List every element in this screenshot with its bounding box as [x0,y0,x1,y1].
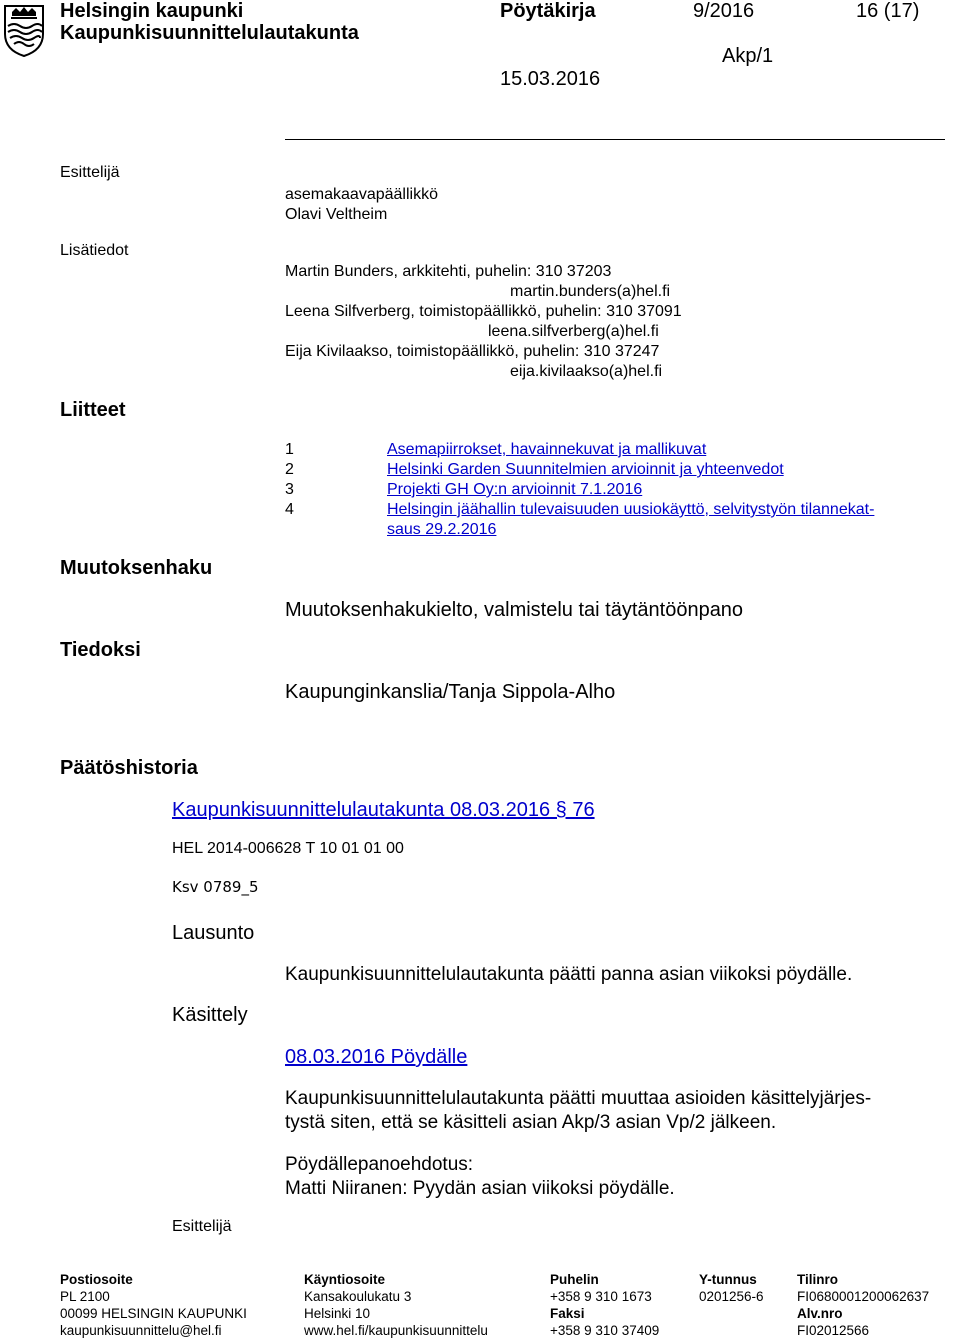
history-link[interactable]: Kaupunkisuunnittelulautakunta 08.03.2016 § 76 [172,799,595,821]
presenter-label: Esittelijä [60,164,120,181]
history-ref: HEL 2014-006628 T 10 01 01 00 [172,840,404,857]
appeal-label: Muutoksenhaku [60,557,213,579]
footer-fax-number: +358 9 310 37409 [550,1323,660,1338]
attachment-number: 4 [285,501,294,518]
header-rule [285,139,945,140]
footer-fax-label: Faksi [550,1306,585,1321]
board-name: Kaupunkisuunnittelulautakunta [60,22,359,44]
tabled-link[interactable]: 08.03.2016 Pöydälle [285,1046,468,1068]
ksv-ref: Ksv 0789_5 [172,878,259,896]
history-label: Päätöshistoria [60,757,198,779]
notice-text: Kaupunginkanslia/Tanja Sippola-Alho [285,681,616,703]
proposal-label: Pöydällepanoehdotus: [285,1154,474,1175]
presenter-name: Olavi Veltheim [285,206,388,223]
attachment-link-continued[interactable]: saus 29.2.2016 [387,521,497,538]
footer-bank [797,1271,929,1339]
footer-ytunnus-value: 0201256-6 [699,1289,764,1304]
org-name: Helsingin kaupunki [60,0,244,22]
contact-email: eija.kivilaakso(a)hel.fi [510,363,663,380]
footer-phone-label: Puhelin [550,1272,599,1287]
footer-bank-label: Tilinro [797,1272,839,1287]
info-label: Lisätiedot [60,242,129,259]
contact-line: Eija Kivilaakso, toimistopäällikkö, puhelin: 310 37247 [285,343,660,360]
appeal-text: Muutoksenhakukielto, valmistelu tai täytäntöönpano [285,599,744,621]
attachment-link[interactable]: Helsinki Garden Suunnitelmien arvioinnit ja yhteenvedot [387,461,784,478]
footer-ytunnus-label: Y-tunnus [699,1272,757,1287]
order-text-line-1: Kaupunkisuunnittelulautakunta päätti muuttaa asioiden käsittelyjärjes- [285,1088,872,1109]
footer-postal-city: 00099 HELSINGIN KAUPUNKI [60,1306,247,1321]
page-number: 16 (17) [856,0,920,22]
statement-label: Lausunto [172,922,255,944]
footer-ytunnus [699,1271,764,1305]
decision-text: Kaupunkisuunnittelulautakunta päätti panna asian viikoksi pöydälle. [285,964,853,985]
footer-phone-number: +358 9 310 1673 [550,1289,652,1304]
proposal-text: Matti Niiranen: Pyydän asian viikoksi pöydälle. [285,1178,675,1199]
attachments-label: Liitteet [60,399,126,421]
footer-visit [304,1271,488,1339]
contact-line: Leena Silfverberg, toimistopäällikkö, puhelin: 310 37091 [285,303,682,320]
footer-visit-street: Kansakoulukatu 3 [304,1289,412,1304]
attachment-number: 2 [285,461,294,478]
footer-postal-box: PL 2100 [60,1289,110,1304]
meeting-date: 15.03.2016 [500,68,601,90]
doc-number: 9/2016 [693,0,755,22]
doc-type: Pöytäkirja [500,0,596,22]
footer-vat-number: FI02012566 [797,1323,870,1338]
history-presenter-label: Esittelijä [172,1218,232,1235]
helsinki-crest-icon [2,2,46,58]
handling-label: Käsittely [172,1004,248,1026]
footer-phone [550,1271,659,1339]
contact-line: Martin Bunders, arkkitehti, puhelin: 310 37203 [285,263,612,280]
contact-email: martin.bunders(a)hel.fi [510,283,671,300]
attachment-link[interactable]: Asemapiirrokset, havainnekuvat ja mallikuvat [387,441,707,458]
presenter-title: asemakaavapäällikkö [285,186,438,203]
contact-email: leena.silfverberg(a)hel.fi [488,323,659,340]
footer-visit-city: Helsinki 10 [304,1306,371,1321]
agenda-item: Akp/1 [722,45,774,67]
footer-postal [60,1271,247,1339]
footer-bank-account: FI0680001200062637 [797,1289,930,1304]
footer-vat-label: Alv.nro [797,1306,843,1321]
attachment-number: 1 [285,441,294,458]
order-text-line-2: tystä siten, että se käsitteli asian Akp/3 asian Vp/2 jälkeen. [285,1112,777,1133]
footer-postal-label: Postiosoite [60,1272,133,1287]
footer-email: kaupunkisuunnittelu@hel.fi [60,1323,222,1338]
attachment-number: 3 [285,481,294,498]
attachment-link[interactable]: Projekti GH Oy:n arvioinnit 7.1.2016 [387,481,643,498]
attachment-link[interactable]: Helsingin jäähallin tulevaisuuden uusiokäyttö, selvitystyön tilannekat- [387,501,875,518]
footer-visit-label: Käyntiosoite [304,1272,386,1287]
notice-label: Tiedoksi [60,639,141,661]
footer-website: www.hel.fi/kaupunkisuunnittelu [304,1323,488,1338]
